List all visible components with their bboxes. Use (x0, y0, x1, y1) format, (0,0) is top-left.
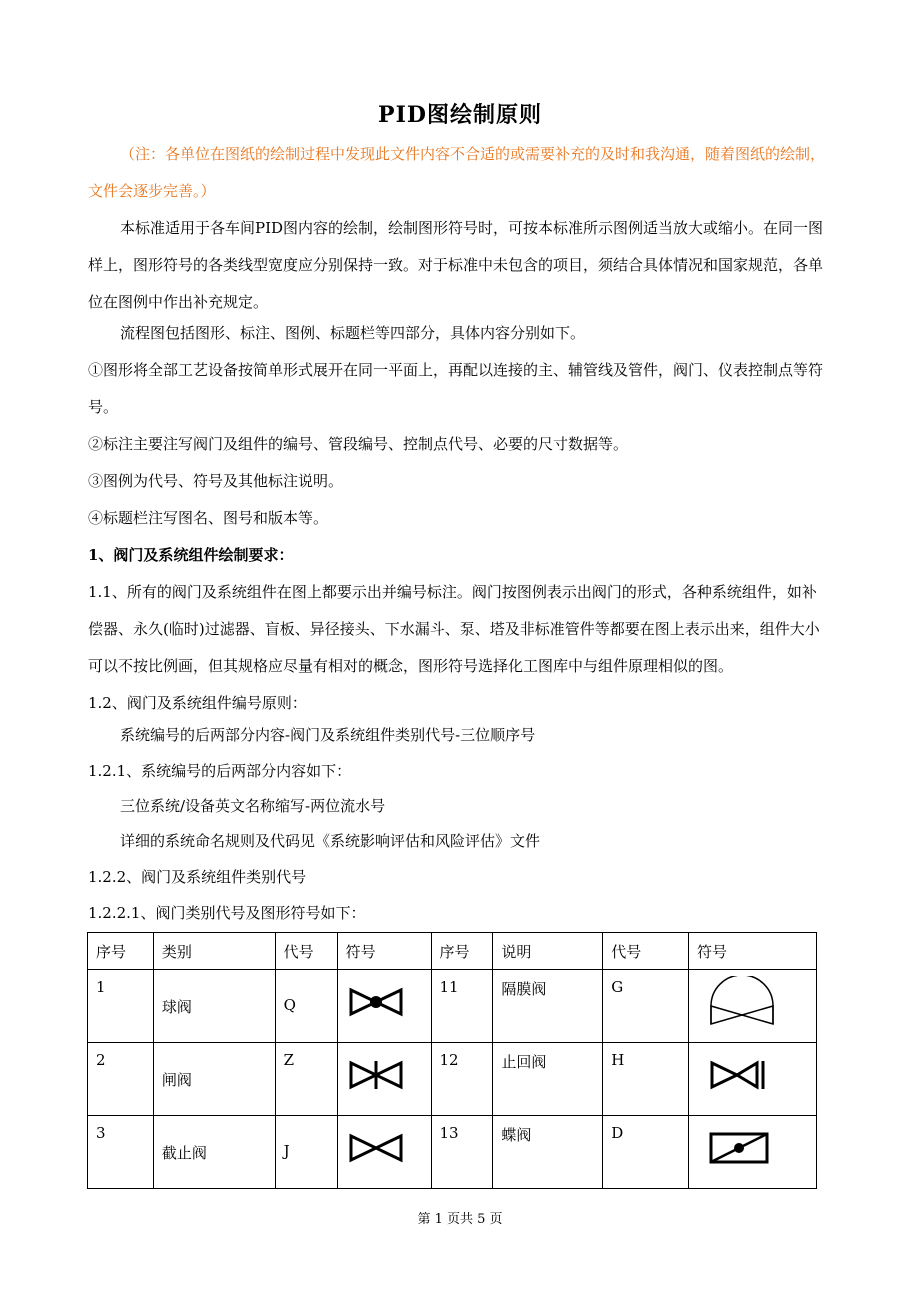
row-number: 3 (96, 1124, 106, 1142)
note-paragraph: （注：各单位在图纸的绘制过程中发现此文件内容不合适的或需要补充的及时和我沟通，随着图纸的绘制，文件会逐步完善。） (88, 145, 826, 200)
header-cell: 序号 (431, 933, 493, 970)
row-number: 12 (439, 1051, 459, 1069)
page-footer: 第 1 页共 5 页 (417, 1212, 503, 1227)
globe-valve-icon (346, 1126, 406, 1170)
item-graphics: ①图形将全部工艺设备按简单形式展开在同一平面上，再配以连接的主、辅管线及管件，阀门、仪表控制点等符号。 (88, 361, 824, 416)
valve-type: 止回阀 (501, 1053, 547, 1071)
valve-code: Z (283, 1051, 295, 1069)
valve-code: J (283, 1142, 290, 1160)
header-cell: 类别 (153, 933, 275, 970)
valve-type: 蝶阀 (501, 1126, 532, 1144)
valve-code: H (611, 1051, 625, 1069)
header-cell: 说明 (493, 933, 603, 970)
ball-valve-icon (346, 980, 406, 1024)
clause-1-2-1-b: 详细的系统命名规则及代码见《系统影响评估和风险评估》文件 (120, 832, 541, 850)
header-cell: 序号 (88, 933, 154, 970)
item-legend: ③图例为代号、符号及其他标注说明。 (88, 472, 344, 490)
check-valve-icon (707, 1053, 771, 1097)
valve-type: 截止阀 (161, 1144, 207, 1162)
row-number: 13 (439, 1124, 459, 1142)
butterfly-valve-icon (707, 1126, 771, 1170)
item-title-block: ④标题栏注写图名、图号和版本等。 (88, 509, 329, 527)
clause-1-2-1-a: 三位系统/设备英文名称缩写-两位流水号 (120, 797, 386, 815)
clause-1-2-text: 系统编号的后两部分内容-阀门及系统组件类别代号-三位顺序号 (120, 726, 536, 744)
diaphragm-valve-icon (707, 976, 777, 1028)
clause-1-2-1: 1.2.1、系统编号的后两部分内容如下： (88, 762, 352, 780)
row-number: 11 (439, 978, 459, 996)
clause-1-1: 1.1、所有的阀门及系统组件在图上都要示出并编号标注。阀门按图例表示出阀门的形式，各种系统组件，如补偿器、永久(临时)过滤器、盲板、异径接头、下水漏斗、泵、塔及非标准管件等都要在图上表示出来，组件大小可以不按比例画，但其规格应尽量有相对的概念，图形符号选择化工图库中与组件原理相似的图。 (88, 583, 820, 675)
header-cell: 代号 (275, 933, 337, 970)
table-row (88, 1043, 817, 1116)
clause-1-2: 1.2、阀门及系统组件编号原则： (88, 694, 307, 712)
clause-1-2-2-1: 1.2.2.1、阀门类别代号及图形符号如下： (88, 904, 366, 922)
clause-1-2-2: 1.2.2、阀门及系统组件类别代号 (88, 868, 307, 886)
table-row (88, 970, 817, 1043)
valve-type: 球阀 (161, 998, 192, 1016)
intro-paragraph: 本标准适用于各车间PID图内容的绘制，绘制图形符号时，可按本标准所示图例适当放大或缩小。在同一图样上，图形符号的各类线型宽度应分别保持一致。对于标准中未包含的项目，须结合具体情况和国家规范，各单位在图例中作出补充规定。 (88, 219, 824, 311)
row-number: 1 (96, 978, 106, 996)
valve-code: D (611, 1124, 624, 1142)
valve-code: Q (283, 996, 296, 1014)
item-annotation: ②标注主要注写阀门及组件的编号、管段编号、控制点代号、必要的尺寸数据等。 (88, 435, 629, 453)
row-number: 2 (96, 1051, 106, 1069)
header-cell: 符号 (337, 933, 431, 970)
valve-code-table (87, 932, 817, 1189)
parts-paragraph: 流程图包括图形、标注、图例、标题栏等四部分，具体内容分别如下。 (120, 324, 586, 342)
table-header-row (88, 933, 817, 970)
valve-type: 隔膜阀 (501, 980, 547, 998)
section-heading: 1、阀门及系统组件绘制要求： (88, 546, 294, 564)
header-cell: 代号 (603, 933, 689, 970)
page-title: PID图绘制原则 (378, 102, 542, 128)
gate-valve-icon (346, 1053, 406, 1097)
header-cell: 符号 (689, 933, 817, 970)
valve-code: G (611, 978, 624, 996)
valve-type: 闸阀 (161, 1071, 192, 1089)
table-row (88, 1116, 817, 1189)
